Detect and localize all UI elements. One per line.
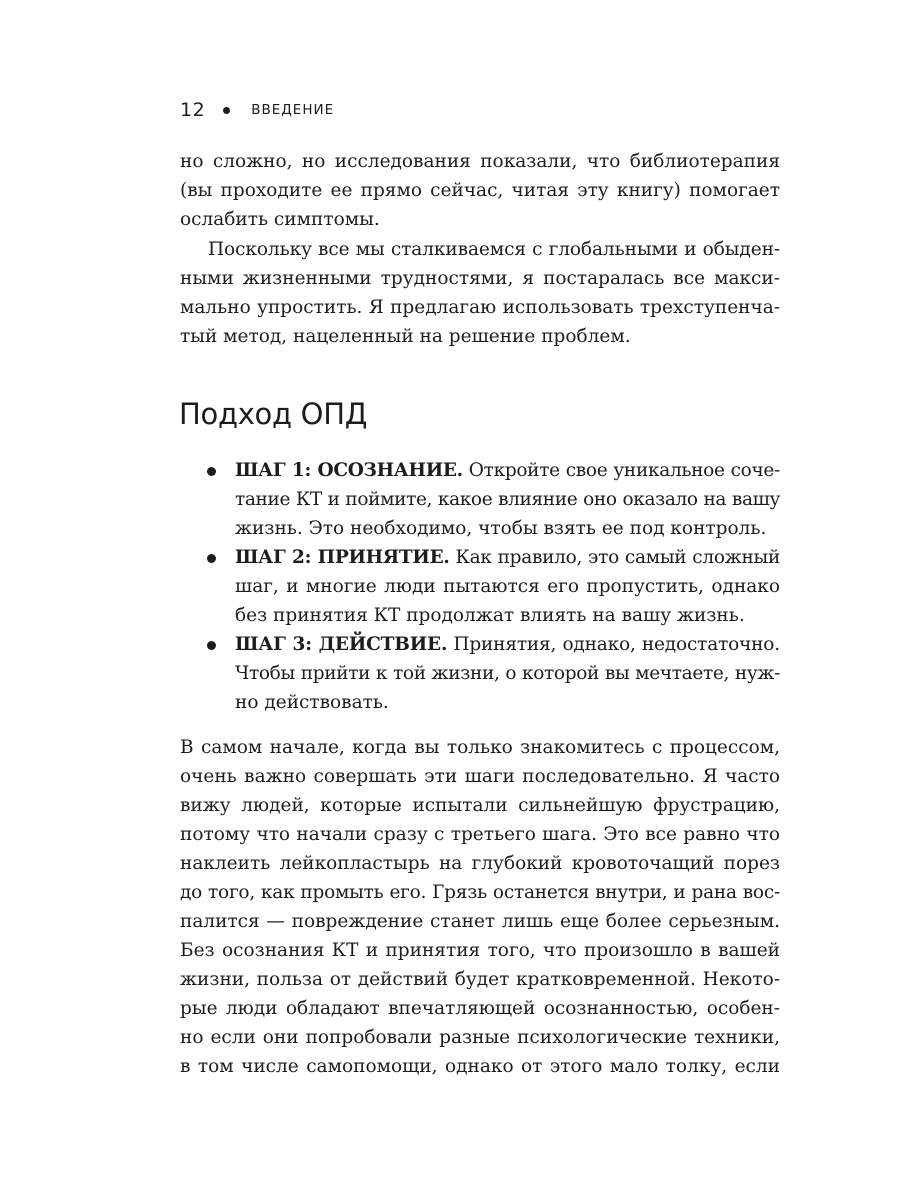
text-line: наклеить лейкопластырь на глубокий кровоточащий порез [180, 853, 780, 874]
text-line: до того, как промыть его. Грязь останется внутри, и рана вос- [180, 882, 780, 903]
steps-list [205, 456, 780, 717]
page-number: 12 [180, 99, 206, 121]
step-text: Откройте свое уникальное соче- [468, 460, 781, 481]
text-line: вижу людей, которые испытали сильнейшую фрустрацию, [180, 795, 780, 816]
text-line: тание КТ и поймите, какое влияние оно оказало на вашу [235, 489, 780, 510]
running-head [180, 96, 334, 124]
text-line: жизни, польза от действий будет кратковременной. Некото- [180, 969, 780, 990]
text-line [235, 543, 780, 572]
text-line: мально упростить. Я предлагаю использовать трехступенча- [180, 297, 780, 318]
text-line: рые люди обладают впечатляющей осознанностью, особен- [180, 998, 780, 1019]
text-line: но действовать. [235, 692, 389, 713]
text-line: тый метод, нацеленный на решение проблем. [180, 326, 631, 347]
text-line: в том числе самопомощи, однако от этого мало толку, если [180, 1056, 780, 1077]
bullet-icon [207, 554, 216, 563]
text-line: В самом начале, когда вы только знакомитесь с процессом, [180, 737, 780, 758]
main-paragraph [180, 733, 780, 1081]
step-label: ШАГ 3: ДЕЙСТВИЕ. [235, 634, 448, 655]
text-line: Без осознания КТ и принятия того, что произошло в вашей [180, 940, 780, 961]
section-title: ВВЕДЕНИЕ [251, 102, 335, 118]
text-line [235, 456, 780, 485]
text-line: жизнь. Это необходимо, чтобы взять ее под контроль. [235, 518, 767, 539]
step-text: Принятия, однако, недостаточно. [453, 634, 780, 655]
text-line: Чтобы прийти к той жизни, о которой вы мечтаете, нуж- [235, 663, 780, 684]
bullet-separator-icon [223, 107, 230, 114]
bullet-icon [207, 467, 216, 476]
list-item [205, 456, 780, 543]
text-line: ослабить симптомы. [180, 209, 380, 230]
intro-paragraph [180, 147, 780, 234]
text-line: шаг, и многие люди пытаются его пропустить, однако [235, 576, 780, 597]
list-item [205, 543, 780, 630]
text-line: (вы проходите ее прямо сейчас, читая эту книгу) помогает [180, 180, 780, 201]
step-label: ШАГ 1: ОСОЗНАНИЕ. [235, 460, 463, 481]
text-line: очень важно совершать эти шаги последовательно. Я часто [180, 766, 780, 787]
text-line: потому что начали сразу с третьего шага. Это все равно что [180, 824, 780, 845]
list-item [205, 630, 780, 717]
text-line: без принятия КТ продолжат влиять на вашу жизнь. [235, 605, 745, 626]
bullet-icon [207, 641, 216, 650]
text-line: палится — повреждение станет лишь еще более серьезным. [180, 911, 780, 932]
second-paragraph [180, 235, 780, 351]
text-line: Поскольку все мы сталкиваемся с глобальными и обыден- [208, 239, 780, 260]
text-line: ными жизненными трудностями, я постаралась все макси- [180, 268, 780, 289]
text-line [235, 630, 780, 659]
section-heading: Подход ОПД [179, 397, 368, 431]
step-text: Как правило, это самый сложный [455, 547, 780, 568]
text-line: но если они попробовали разные психологические техники, [180, 1027, 780, 1048]
step-label: ШАГ 2: ПРИНЯТИЕ. [235, 547, 450, 568]
text-line: но сложно, но исследования показали, что библиотерапия [180, 151, 780, 172]
